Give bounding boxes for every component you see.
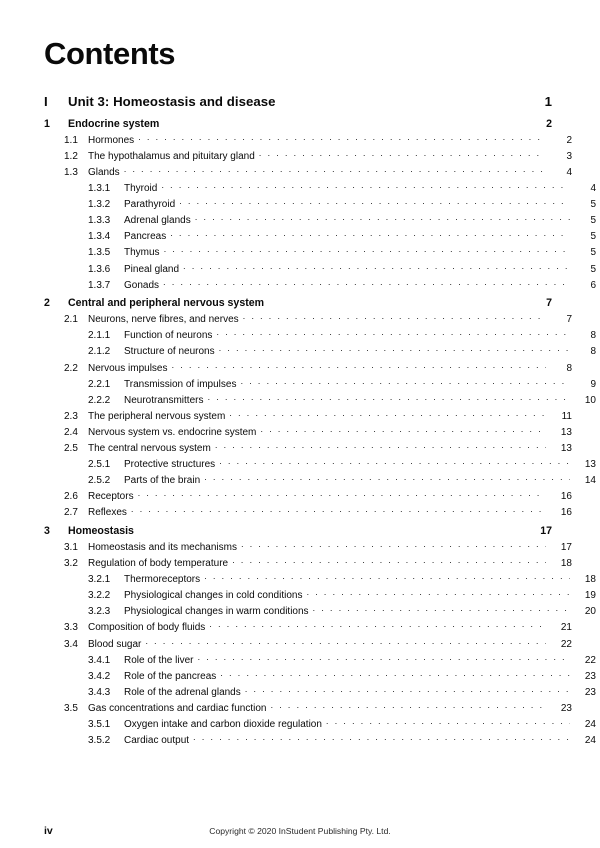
toc-entry-number: 2.5.2	[88, 475, 111, 487]
toc-entry-label: Role of the adrenal glands	[124, 686, 241, 698]
toc-entry-page-number: 23	[584, 686, 596, 698]
toc-entry-label: Thyroid	[124, 183, 158, 195]
toc-entry-subsection[interactable]	[44, 653, 596, 666]
toc-entry-label: Glands	[88, 166, 120, 178]
toc-entry-subsection[interactable]	[44, 393, 596, 406]
toc-entry-page-number: 6	[590, 279, 596, 291]
toc-entry-chapter[interactable]	[44, 296, 552, 310]
toc-entry-label: Thermoreceptors	[124, 574, 201, 586]
toc-entry-page-number: 17	[540, 524, 552, 537]
toc-entry-number: 2.5.1	[88, 459, 111, 471]
toc-dot-leader	[179, 197, 570, 207]
toc-entry-number: 1.3.4	[88, 231, 111, 243]
toc-entry-subsection[interactable]	[44, 278, 596, 291]
toc-dot-leader	[207, 393, 570, 403]
toc-entry-chapter[interactable]	[44, 523, 552, 537]
toc-entry-number: 3.4.3	[88, 686, 111, 698]
toc-dot-leader	[326, 717, 570, 727]
toc-entry-section[interactable]	[44, 637, 572, 650]
toc-dot-leader	[209, 620, 546, 630]
toc-entry-section[interactable]	[44, 361, 572, 374]
toc-entry-section[interactable]	[44, 133, 572, 146]
toc-entry-number: 1.3.2	[88, 199, 111, 211]
toc-entry-label: Regulation of body temperature	[88, 558, 229, 570]
toc-dot-leader	[183, 262, 570, 272]
toc-entry-section[interactable]	[44, 489, 572, 502]
toc-entry-page-number: 7	[546, 297, 552, 310]
toc-entry-number: 3.4.1	[88, 654, 111, 666]
toc-entry-label: Hormones	[88, 134, 135, 146]
toc-entry-page-number: 4	[590, 183, 596, 195]
toc-dot-leader	[268, 296, 526, 307]
toc-dot-leader	[131, 505, 546, 515]
toc-entry-number: 2.2	[64, 362, 78, 374]
toc-dot-leader	[204, 572, 570, 582]
toc-entry-number: 1.3.1	[88, 183, 111, 195]
toc-entry-label: Homeostasis	[68, 524, 134, 537]
toc-entry-subsection[interactable]	[44, 328, 596, 341]
toc-entry-label: Cardiac output	[124, 735, 190, 747]
toc-dot-leader	[229, 409, 546, 419]
toc-entry-subsection[interactable]	[44, 588, 596, 601]
toc-entry-subsection[interactable]	[44, 245, 596, 258]
toc-entry-label: Neurotransmitters	[124, 394, 204, 406]
toc-entry-page-number: 2	[546, 117, 552, 130]
toc-entry-number: 2.7	[64, 507, 78, 519]
toc-dot-leader	[170, 229, 570, 239]
toc-entry-number: 3.1	[64, 541, 78, 553]
toc-entry-label: Parts of the brain	[124, 475, 201, 487]
toc-entry-number: 1.3.3	[88, 215, 111, 227]
toc-entry-number: 3.2.1	[88, 574, 111, 586]
toc-entry-label: Gonads	[124, 279, 160, 291]
toc-entry-page-number: 5	[590, 199, 596, 211]
toc-dot-leader	[259, 149, 546, 159]
toc-entry-page-number: 22	[584, 654, 596, 666]
toc-entry-subsection[interactable]	[44, 669, 596, 682]
toc-dot-leader	[138, 133, 546, 143]
toc-entry-number: 2.3	[64, 410, 78, 422]
toc-entry-subsection[interactable]	[44, 604, 596, 617]
toc-entry-label: Transmission of impulses	[124, 378, 237, 390]
toc-entry-label: Reflexes	[88, 507, 127, 519]
toc-dot-leader	[220, 669, 570, 679]
toc-entry-section[interactable]	[44, 701, 572, 714]
toc-entry-page-number: 16	[560, 507, 572, 519]
toc-dot-leader	[280, 93, 527, 106]
toc-dot-leader	[204, 473, 570, 483]
toc-entry-section[interactable]	[44, 425, 572, 438]
toc-entry-page-number: 24	[584, 718, 596, 730]
toc-dot-leader	[270, 701, 546, 711]
toc-entry-page-number: 8	[566, 362, 572, 374]
toc-entry-page-number: 8	[590, 346, 596, 358]
toc-entry-label: Central and peripheral nervous system	[68, 297, 265, 310]
toc-entry-number: 2.1.2	[88, 346, 111, 358]
toc-entry-page-number: 4	[566, 166, 572, 178]
toc-dot-leader	[219, 457, 570, 467]
toc-entry-label: Pineal gland	[124, 263, 180, 275]
toc-entry-number: 2.1.1	[88, 330, 111, 342]
toc-dot-leader	[232, 556, 546, 566]
toc-entry-subsection[interactable]	[44, 377, 596, 390]
toc-entry-number: 1	[44, 117, 50, 130]
toc-entry-number: 2.4	[64, 426, 78, 438]
toc-entry-number: 3.2	[64, 558, 78, 570]
toc-entry-number: 3.5.2	[88, 735, 111, 747]
toc-entry-number: 3.5	[64, 702, 78, 714]
toc-entry-label: The peripheral nervous system	[88, 410, 226, 422]
toc-entry-page-number: 10	[584, 394, 596, 406]
toc-entry-label: Endocrine system	[68, 117, 160, 130]
toc-entry-section[interactable]	[44, 149, 572, 162]
toc-entry-number: 3.3	[64, 622, 78, 634]
toc-entry-subsection[interactable]	[44, 213, 596, 226]
toc-dot-leader	[138, 489, 546, 499]
toc-entry-subsection[interactable]	[44, 262, 596, 275]
page-title: Contents	[44, 36, 176, 71]
toc-entry-subsection[interactable]	[44, 717, 596, 730]
toc-entry-page-number: 23	[560, 702, 572, 714]
toc-entry-label: Thymus	[124, 247, 160, 259]
toc-entry-page-number: 24	[584, 735, 596, 747]
toc-entry-number: 3.2.3	[88, 606, 111, 618]
toc-entry-number: 1.3.7	[88, 279, 111, 291]
toc-entry-number: 1.3	[64, 166, 78, 178]
toc-entry-subsection[interactable]	[44, 733, 596, 746]
toc-entry-section[interactable]	[44, 441, 572, 454]
toc-dot-leader	[195, 213, 570, 223]
toc-dot-leader	[216, 328, 570, 338]
toc-entry-label: Neurons, nerve fibres, and nerves	[88, 314, 239, 326]
toc-entry-subsection[interactable]	[44, 473, 596, 486]
toc-entry-section[interactable]	[44, 540, 572, 553]
toc-entry-label: Parathyroid	[124, 199, 176, 211]
toc-entry-subsection[interactable]	[44, 572, 596, 585]
toc-entry-number: 1.2	[64, 150, 78, 162]
toc-entry-section[interactable]	[44, 409, 572, 422]
toc-entry-subsection[interactable]	[44, 181, 596, 194]
toc-dot-leader	[171, 361, 546, 371]
toc-entry-page-number: 18	[560, 558, 572, 570]
toc-entry-page-number: 9	[590, 378, 596, 390]
toc-dot-leader	[260, 425, 546, 435]
toc-entry-subsection[interactable]	[44, 344, 596, 357]
toc-entry-number: I	[44, 94, 48, 110]
toc-entry-label: Gas concentrations and cardiac function	[88, 702, 267, 714]
toc-entry-page-number: 5	[590, 231, 596, 243]
toc-entry-section[interactable]	[44, 505, 572, 518]
toc-entry-number: 2.5	[64, 442, 78, 454]
table-of-contents	[44, 93, 596, 749]
toc-entry-label: Oxygen intake and carbon dioxide regulation	[124, 718, 322, 730]
toc-entry-subsection[interactable]	[44, 457, 596, 470]
toc-entry-label: Pancreas	[124, 231, 167, 243]
toc-dot-leader	[240, 377, 570, 387]
toc-dot-leader	[219, 344, 570, 354]
toc-dot-leader	[138, 523, 526, 534]
toc-dot-leader	[197, 653, 570, 663]
toc-dot-leader	[164, 245, 570, 255]
toc-entry-number: 2.2.2	[88, 394, 111, 406]
toc-entry-page-number: 16	[560, 491, 572, 503]
toc-entry-label: Physiological changes in warm conditions	[124, 606, 309, 618]
toc-entry-section[interactable]	[44, 556, 572, 569]
toc-entry-label: Receptors	[88, 491, 134, 503]
toc-entry-page-number: 18	[584, 574, 596, 586]
toc-entry-number: 2.2.1	[88, 378, 111, 390]
toc-entry-label: The hypothalamus and pituitary gland	[88, 150, 255, 162]
toc-entry-subsection[interactable]	[44, 229, 596, 242]
toc-entry-label: Composition of body fluids	[88, 622, 206, 634]
toc-entry-number: 1.1	[64, 134, 78, 146]
toc-entry-page-number: 2	[566, 134, 572, 146]
toc-entry-label: Protective structures	[124, 459, 216, 471]
toc-entry-label: Physiological changes in cold conditions	[124, 590, 303, 602]
toc-entry-label: Role of the liver	[124, 654, 194, 666]
page-footer	[44, 825, 556, 839]
toc-entry-page-number: 13	[584, 459, 596, 471]
toc-entry-section[interactable]	[44, 620, 572, 633]
toc-entry-label: Nervous impulses	[88, 362, 168, 374]
toc-entry-number: 3.4.2	[88, 670, 111, 682]
toc-dot-leader	[145, 637, 546, 647]
toc-dot-leader	[241, 540, 546, 550]
toc-entry-subsection[interactable]	[44, 685, 596, 698]
toc-entry-page-number: 3	[566, 150, 572, 162]
toc-dot-leader	[313, 604, 570, 614]
toc-entry-label: Function of neurons	[124, 330, 213, 342]
toc-entry-number: 3	[44, 524, 50, 537]
toc-entry-page-number: 23	[584, 670, 596, 682]
toc-entry-label: Homeostasis and its mechanisms	[88, 541, 237, 553]
footer-copyright: Copyright © 2020 InStudent Publishing Pty. Ltd.	[209, 826, 391, 836]
toc-entry-subsection[interactable]	[44, 197, 596, 210]
toc-entry-section[interactable]	[44, 312, 572, 325]
toc-entry-page-number: 21	[560, 622, 572, 634]
toc-entry-page-number: 11	[561, 410, 572, 422]
toc-entry-page-number: 22	[560, 638, 572, 650]
toc-entry-number: 2.1	[64, 314, 78, 326]
toc-entry-page-number: 7	[566, 314, 572, 326]
toc-entry-page-number: 17	[560, 541, 572, 553]
toc-dot-leader	[124, 165, 546, 175]
toc-entry-page-number: 13	[560, 426, 572, 438]
toc-entry-page-number: 14	[584, 475, 596, 487]
toc-entry-label: Blood sugar	[88, 638, 142, 650]
toc-entry-number: 3.2.2	[88, 590, 111, 602]
toc-dot-leader	[161, 181, 570, 191]
toc-dot-leader	[215, 441, 546, 451]
toc-entry-label: Adrenal glands	[124, 215, 191, 227]
toc-dot-leader	[163, 116, 526, 127]
toc-dot-leader	[163, 278, 570, 288]
toc-entry-label: The central nervous system	[88, 442, 211, 454]
toc-dot-leader	[193, 733, 570, 743]
toc-dot-leader	[245, 685, 570, 695]
toc-entry-page-number: 13	[560, 442, 572, 454]
toc-entry-number: 1.3.5	[88, 247, 111, 259]
toc-entry-label: Structure of neurons	[124, 346, 215, 358]
toc-entry-page-number: 5	[590, 247, 596, 259]
toc-entry-number: 3.4	[64, 638, 78, 650]
toc-entry-page-number: 20	[584, 606, 596, 618]
toc-entry-page-number: 5	[590, 263, 596, 275]
toc-dot-leader	[306, 588, 570, 598]
toc-entry-chapter[interactable]	[44, 116, 552, 130]
toc-entry-number: 2	[44, 297, 50, 310]
toc-entry-label: Role of the pancreas	[124, 670, 217, 682]
toc-entry-label: Unit 3: Homeostasis and disease	[68, 94, 276, 110]
toc-entry-section[interactable]	[44, 165, 572, 178]
toc-entry-page-number: 19	[584, 590, 596, 602]
toc-entry-page-number: 5	[590, 215, 596, 227]
footer-page-number: iv	[44, 825, 53, 837]
toc-entry-number: 2.6	[64, 491, 78, 503]
toc-entry-part[interactable]	[44, 93, 552, 109]
toc-entry-page-number: 1	[544, 94, 552, 110]
toc-entry-number: 1.3.6	[88, 263, 111, 275]
toc-entry-label: Nervous system vs. endocrine system	[88, 426, 257, 438]
toc-entry-page-number: 8	[590, 330, 596, 342]
toc-entry-number: 3.5.1	[88, 718, 111, 730]
toc-dot-leader	[243, 312, 546, 322]
